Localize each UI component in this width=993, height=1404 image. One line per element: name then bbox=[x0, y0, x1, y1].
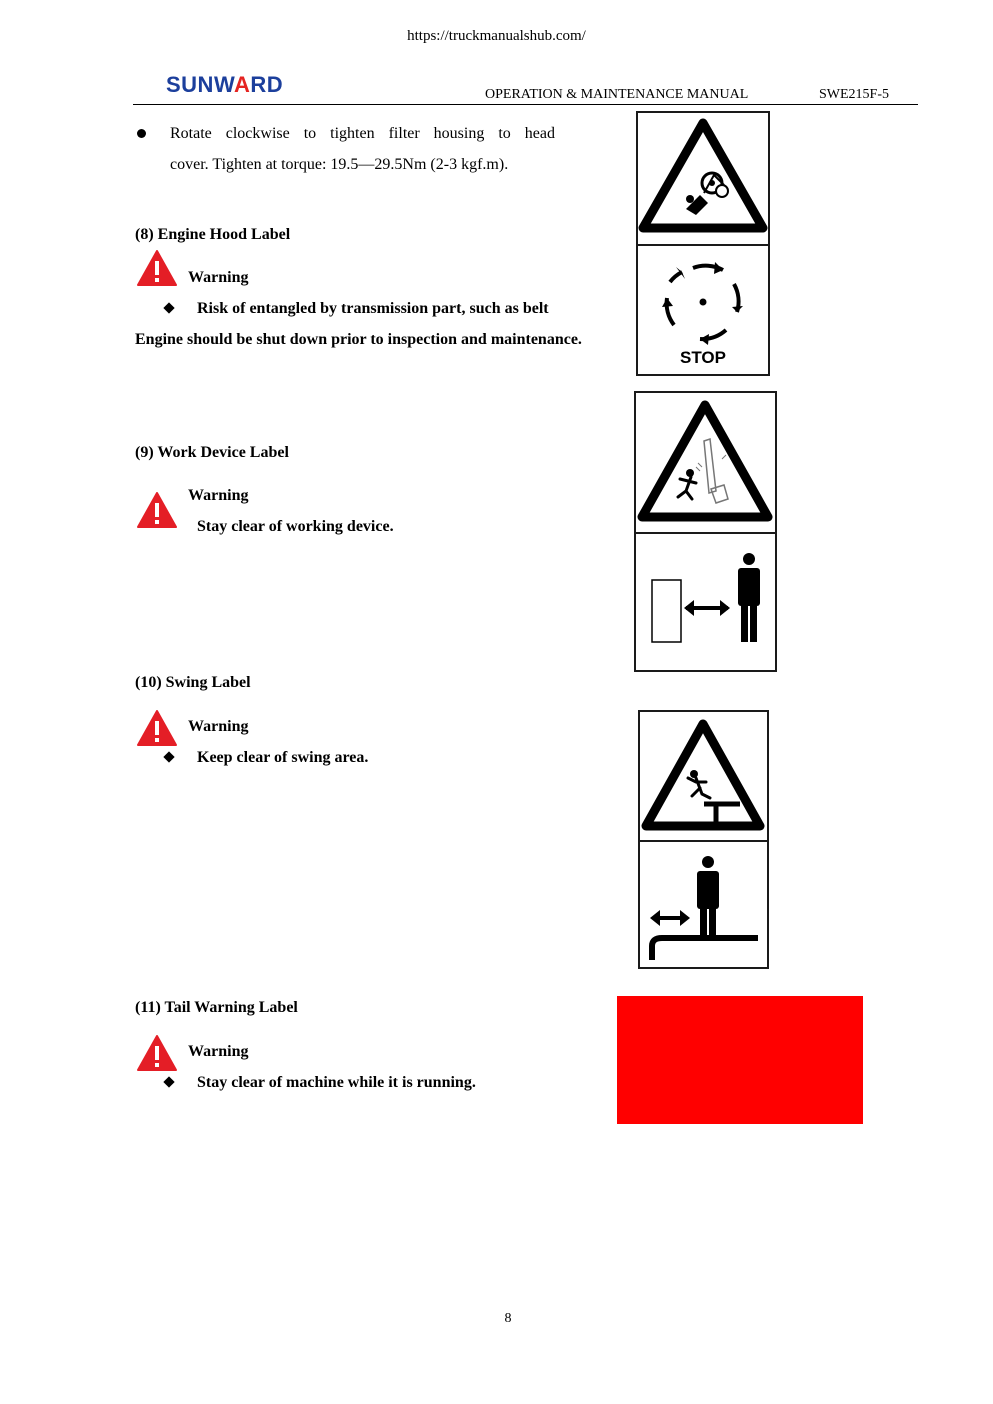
bullet-dot-icon bbox=[137, 129, 146, 138]
intro-line-1: Rotate clockwise to tighten filter housing to head bbox=[170, 125, 555, 142]
logo-text-2: A bbox=[234, 72, 251, 97]
section-title: (10) Swing Label bbox=[135, 674, 251, 691]
logo-text-1: SUNW bbox=[166, 72, 234, 97]
page-number: 8 bbox=[504, 1311, 512, 1326]
swing-keep-clear-icon bbox=[640, 842, 767, 967]
bullet-diamond-icon bbox=[163, 1076, 174, 1087]
section-title: (8) Engine Hood Label bbox=[135, 226, 291, 243]
header-rule bbox=[133, 104, 918, 105]
keep-distance-icon bbox=[636, 534, 775, 670]
warning-label: Warning bbox=[188, 269, 249, 286]
warning-text: Stay clear of working device. bbox=[197, 518, 394, 535]
entanglement-hazard-icon bbox=[638, 113, 768, 242]
intro-line-2: cover. Tighten at torque: 19.5—29.5Nm (2-3 kgf.m). bbox=[170, 156, 509, 173]
warning-text: Keep clear of swing area. bbox=[197, 749, 369, 766]
bullet-diamond-icon bbox=[163, 302, 174, 313]
bullet-diamond-icon bbox=[163, 751, 174, 762]
warning-triangle-icon bbox=[136, 1034, 178, 1072]
maintenance-note: Engine should be shut down prior to inspection and maintenance. bbox=[135, 331, 582, 348]
source-url: https://truckmanualshub.com/ bbox=[407, 28, 586, 44]
rotation-stop-icon bbox=[638, 246, 768, 374]
crush-hazard-icon bbox=[636, 393, 775, 530]
manual-title: OPERATION & MAINTENANCE MANUAL bbox=[485, 87, 749, 102]
section-title: (9) Work Device Label bbox=[135, 444, 289, 461]
warning-text: Risk of entangled by transmission part, such as belt bbox=[197, 300, 549, 317]
warning-triangle-icon bbox=[136, 249, 178, 287]
warning-label: Warning bbox=[188, 1043, 249, 1060]
warning-triangle-icon bbox=[136, 491, 178, 529]
warning-label: Warning bbox=[188, 487, 249, 504]
tail-warning-label-image bbox=[617, 996, 863, 1124]
warning-label: Warning bbox=[188, 718, 249, 735]
section-title: (11) Tail Warning Label bbox=[135, 999, 298, 1016]
swing-hazard-icon bbox=[640, 712, 767, 838]
sunward-logo bbox=[166, 72, 283, 98]
work-device-label-image bbox=[634, 391, 777, 672]
swing-label-image bbox=[638, 710, 769, 969]
engine-hood-label-image bbox=[636, 111, 770, 376]
stop-text: STOP bbox=[680, 348, 726, 367]
warning-text: Stay clear of machine while it is running. bbox=[197, 1074, 476, 1091]
model-number: SWE215F-5 bbox=[819, 87, 889, 102]
logo-text-3: RD bbox=[250, 72, 284, 97]
warning-triangle-icon bbox=[136, 709, 178, 747]
